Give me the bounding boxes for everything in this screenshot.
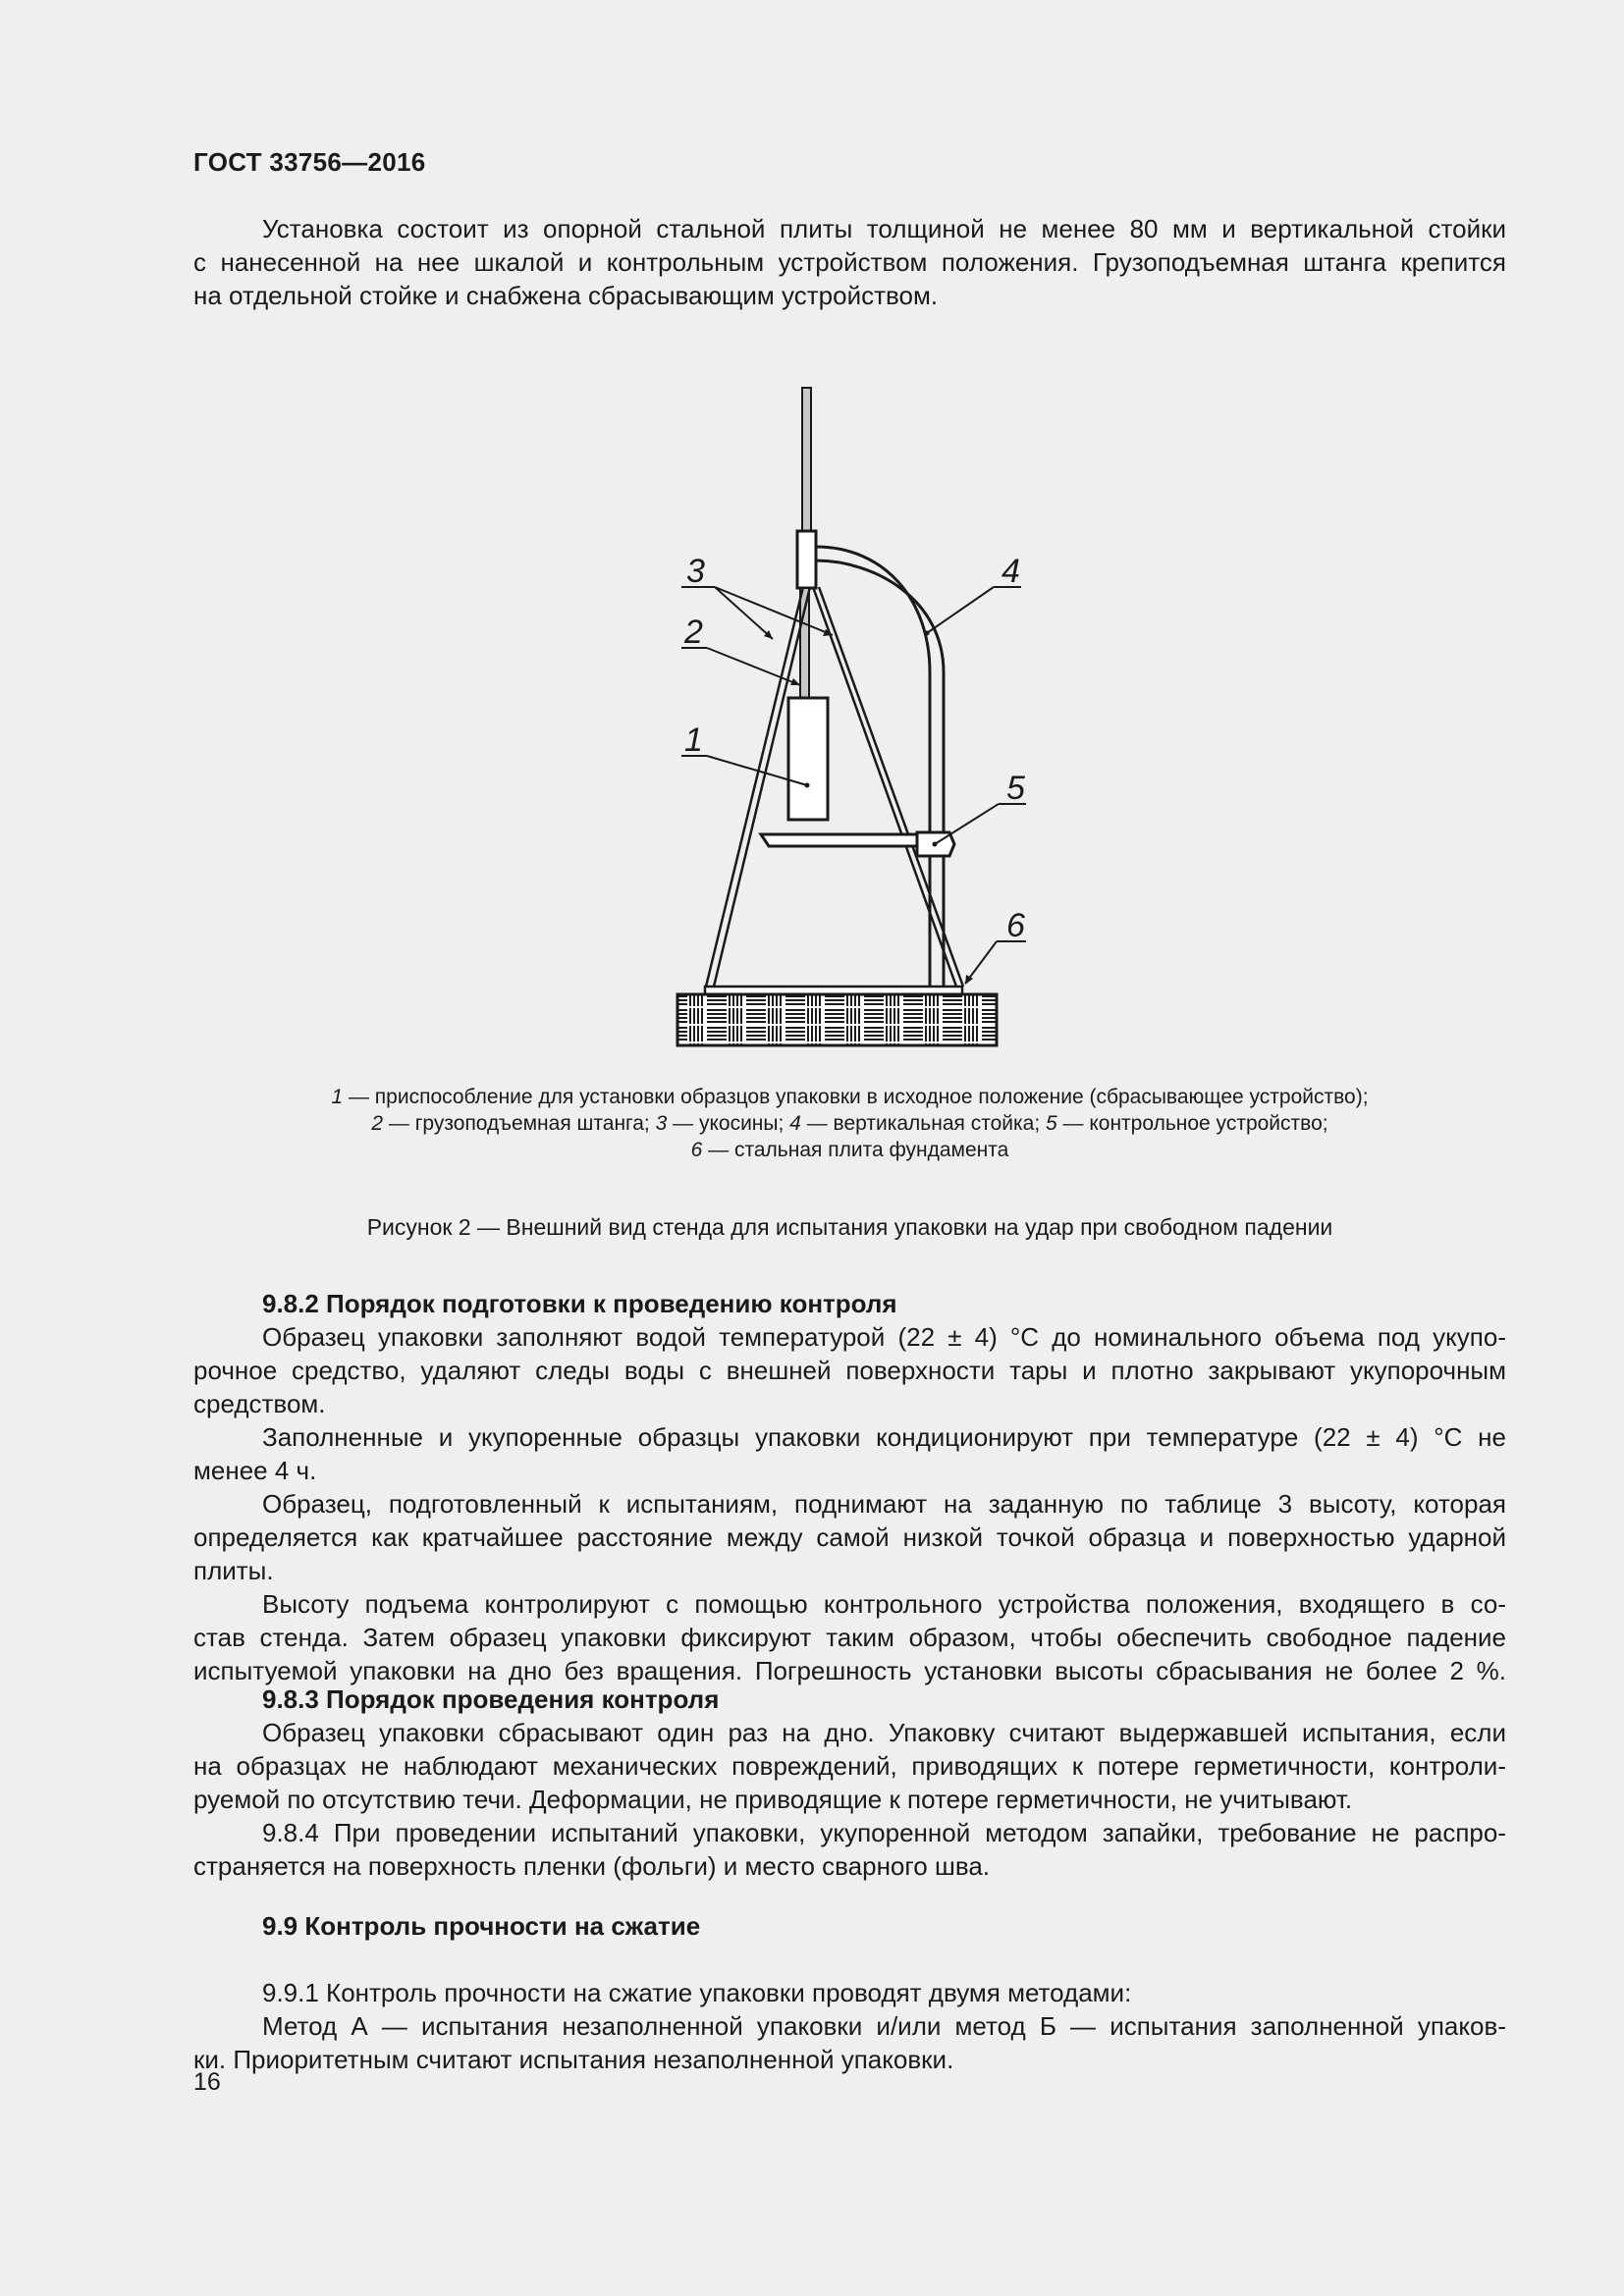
section-9-8-2 bbox=[193, 1287, 1506, 1687]
paragraph-line: средством. bbox=[193, 1389, 326, 1418]
paragraph-line: Метод А — испытания незаполненной упаковки и/или метод Б — испытания заполненной упаков- bbox=[262, 2011, 1506, 2041]
paragraph-line: на отдельной стойке и снабжена сбрасывающим устройством. bbox=[193, 281, 939, 310]
paragraph-line: на образцах не наблюдают механических повреждений, приводящих к потере герметичности, контроли- bbox=[193, 1751, 1506, 1781]
callout-6-leader bbox=[965, 941, 1026, 984]
paragraph-line: с нанесенной на нее шкалой и контрольным устройством положения. Грузоподъемная штанга крепится bbox=[193, 247, 1506, 277]
legend-row bbox=[193, 1137, 1506, 1163]
legend-row bbox=[193, 1084, 1506, 1110]
legend-text: — грузоподъемная штанга; bbox=[383, 1112, 656, 1135]
paragraph-line: испытуемой упаковки на дно без вращения. Погрешность установки высоты сбрасывания не более 2 %. bbox=[193, 1656, 1506, 1685]
legend-text: — приспособление для установки образцов упаковки в исходное положение (сбрасывающее устройство); bbox=[343, 1086, 1369, 1108]
paragraph-line: 9.8.4 При проведении испытаний упаковки, укупоренной методом запайки, требование не распро- bbox=[262, 1818, 1506, 1847]
callout-2-arrow bbox=[790, 678, 800, 685]
legend-number: 2 bbox=[371, 1112, 384, 1135]
legend-number: 6 bbox=[690, 1139, 703, 1161]
document-code-header: ГОСТ 33756—2016 bbox=[193, 147, 426, 177]
legend-text: — укосины; bbox=[667, 1112, 790, 1135]
page-number: 16 bbox=[193, 2068, 221, 2096]
callout-2-label: 2 bbox=[684, 614, 703, 651]
section-heading: 9.8.2 Порядок подготовки к проведению контроля bbox=[262, 1289, 897, 1318]
paragraph-line: Образец упаковки заполняют водой температурой (22 ± 4) °С до номинального объема под укупо- bbox=[262, 1322, 1506, 1352]
callout-6-label: 6 bbox=[1006, 907, 1025, 944]
callout-2-leader bbox=[681, 648, 800, 685]
stand-drawing bbox=[0, 373, 1624, 1070]
legend-text: — контрольное устройство; bbox=[1056, 1112, 1328, 1135]
release-device bbox=[788, 698, 828, 820]
callout-5-label: 5 bbox=[1006, 770, 1025, 807]
legend-number: 1 bbox=[331, 1086, 344, 1108]
paragraph-line: плиты. bbox=[193, 1556, 274, 1585]
legend-text: — вертикальная стойка; bbox=[800, 1112, 1046, 1135]
legend-number: 4 bbox=[789, 1112, 801, 1135]
paragraph-line: Высоту подъема контролируют с помощью контрольного устройства положения, входящего в со- bbox=[262, 1589, 1506, 1619]
paragraph-line: рочное средство, удаляют следы воды с внешней поверхности тары и плотно закрывают укупорочным bbox=[193, 1356, 1506, 1385]
drop-platform bbox=[761, 834, 918, 846]
vertical-post bbox=[816, 547, 944, 987]
section-heading: 9.9 Контроль прочности на сжатие bbox=[262, 1911, 701, 1941]
paragraph-line: Заполненные и укупоренные образцы упаковки кондиционируют при температуре (22 ± 4) °С не bbox=[262, 1422, 1506, 1452]
foundation-block bbox=[677, 994, 997, 1045]
callout-4-leader bbox=[927, 587, 1021, 633]
intro-paragraph bbox=[193, 212, 1506, 312]
paragraph-line: менее 4 ч. bbox=[193, 1456, 317, 1485]
figure-legend bbox=[193, 1084, 1506, 1163]
callout-1-label: 1 bbox=[684, 721, 703, 759]
paragraph-line: Образец, подготовленный к испытаниям, поднимают на заданную по таблице 3 высоту, которая bbox=[262, 1489, 1506, 1519]
callout-3-label: 3 bbox=[686, 553, 705, 590]
section-9-9 bbox=[193, 1909, 1506, 2076]
callout-4-dot bbox=[925, 631, 930, 636]
paragraph-line: став стенда. Затем образец упаковки фиксируют таким образом, чтобы обеспечить свободное падение bbox=[193, 1623, 1506, 1652]
paragraph-line: руемой по отсутствию течи. Деформации, не приводящие к потере герметичности, не учитывают. bbox=[193, 1785, 1353, 1814]
paragraph-line: определяется как кратчайшее расстояние между самой низкой точкой образца и поверхностью ударной bbox=[193, 1522, 1506, 1552]
rod-clamp bbox=[797, 531, 816, 588]
legend-number: 5 bbox=[1046, 1112, 1057, 1135]
paragraph-line: страняется на поверхность пленки (фольги) и место сварного шва. bbox=[193, 1851, 991, 1881]
lift-rod bbox=[802, 388, 811, 532]
legend-number: 3 bbox=[655, 1112, 668, 1135]
section-heading: 9.8.3 Порядок проведения контроля bbox=[262, 1684, 720, 1714]
callout-4-label: 4 bbox=[1001, 553, 1020, 590]
section-9-8-3 bbox=[193, 1682, 1506, 1883]
paragraph-line: 9.9.1 Контроль прочности на сжатие упаковки проводят двумя методами: bbox=[262, 1978, 1132, 2007]
paragraph-line: Образец упаковки сбрасывают один раз на дно. Упаковку считают выдержавшей испытания, если bbox=[262, 1718, 1506, 1747]
legend-row bbox=[193, 1110, 1506, 1137]
callout-1-dot bbox=[805, 783, 810, 788]
callout-5-dot bbox=[933, 842, 938, 847]
paragraph-line: Установка состоит из опорной стальной плиты толщиной не менее 80 мм и вертикальной стойки bbox=[262, 214, 1506, 243]
figure-caption: Рисунок 2 — Внешний вид стенда для испытания упаковки на удар при свободном падении bbox=[366, 1214, 1333, 1240]
legend-text: — стальная плита фундамента bbox=[702, 1139, 1009, 1161]
paragraph-line: ки. Приоритетным считают испытания незаполненной упаковки. bbox=[193, 2045, 954, 2074]
